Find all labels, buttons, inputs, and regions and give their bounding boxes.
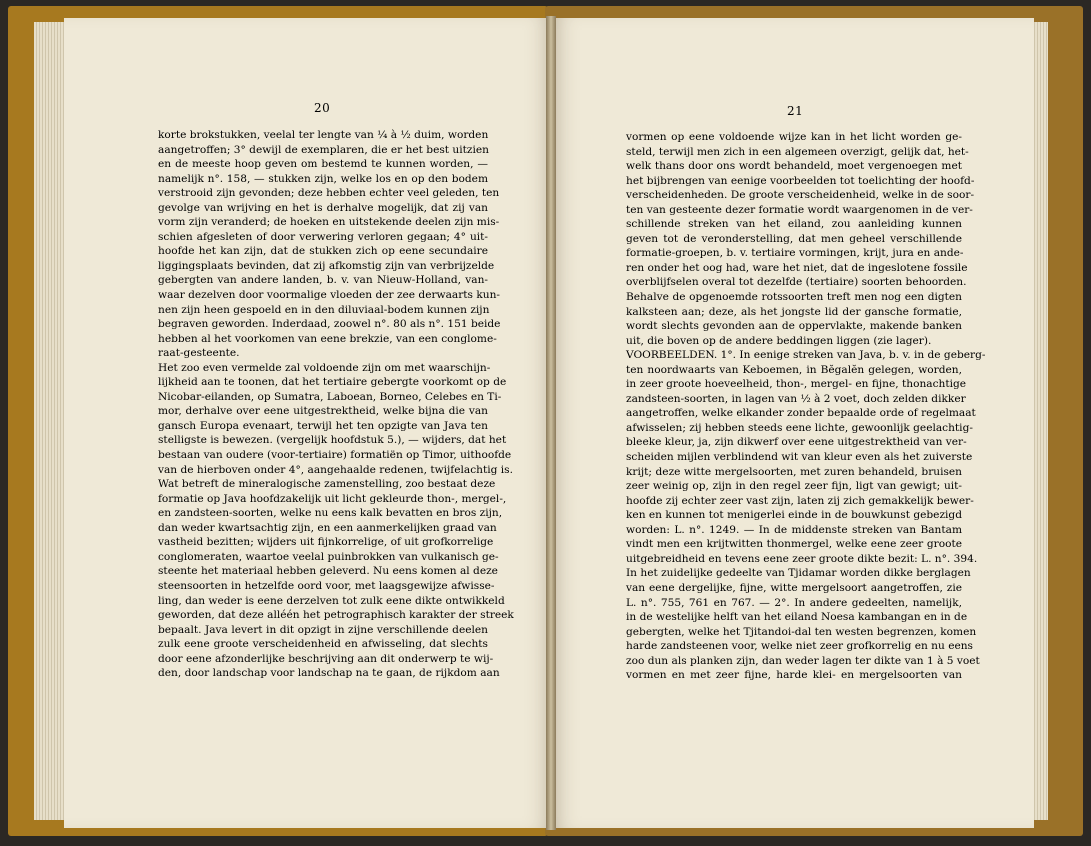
text-line: door eene afzonderlijke beschrijving aan dit onderwerp te wij-: [158, 652, 494, 665]
text-line: in de westelijke helft van het eiland Noesa kambangan en in de: [626, 611, 968, 624]
text-line: korte brokstukken, veelal ter lengte van ¼ à ½ duim, worden: [158, 129, 489, 141]
right-page-text: [626, 130, 986, 683]
text-line: schien afgesleten of door verwering verloren gegaan; 4° uit-: [158, 230, 488, 243]
text-line: bestaan van oudere (voor-tertiaire) formatiën op Timor, uithoofde: [158, 449, 512, 462]
text-line: namelijk n°. 158, — stukken zijn, welke los en op den bodem: [158, 172, 488, 185]
text-line: ken en kunnen tot menigerlei einde in de bouwkunst gebezigd: [626, 509, 962, 522]
text-line: kalksteen aan; deze, als het jongste lid der gansche formatie,: [626, 305, 962, 318]
text-line: geven tot de veronderstelling, dat men geheel verschillende: [626, 232, 962, 245]
text-line: stelligste is bewezen. (vergelijk hoofdstuk 5.), — wijders, dat het: [158, 434, 507, 447]
text-line: hoofde het kan zijn, dat de stukken zich op eene secundaire: [158, 245, 488, 258]
text-line: aangetroffen; 3° dewijl de exemplaren, die er het best uitzien: [158, 143, 489, 156]
text-line: en de meeste hoop geven om bestemd te kunnen worden, —: [158, 158, 488, 171]
text-line: overblijfselen overal tot dezelfde (tertiaire) soorten behoorden.: [626, 276, 967, 289]
text-line: gebergten, welke het Tjitandoi-dal ten westen begrenzen, komen: [626, 625, 977, 638]
text-line: vorm zijn veranderd; de hoeken en uitstekende deelen zijn mis-: [158, 216, 500, 229]
text-line: welk thans door ons wordt behandeld, moet vergenoegen met: [626, 160, 962, 173]
text-line: Behalve de opgenoemde rotssoorten treft men nog een digten: [626, 291, 962, 304]
text-line: en zandsteen-soorten, welke nu eens kalk bevatten en bros zijn,: [158, 507, 503, 520]
text-line: van eene dergelijke, fijne, witte mergelsoort aangetroffen, zie: [626, 581, 962, 594]
text-line: Wat betreft de mineralogische zamenstelling, zoo bestaat deze: [158, 478, 496, 491]
text-line: formatie-groepen, b. v. tertiaire vormingen, krijt, jura en ande-: [626, 247, 964, 260]
text-line: vastheid bezitten; wijders uit fijnkorrelige, of uit grofkorrelige: [158, 536, 494, 549]
text-line: worden: L. n°. 1249. — In de middenste streken van Bantam: [626, 523, 962, 536]
left-page-text: [158, 128, 514, 681]
text-line: vormen en met zeer fijne, harde klei- en mergelsoorten van: [626, 669, 962, 682]
text-line: waar dezelven door voormalige vloeden der zee derwaarts kun-: [158, 289, 501, 302]
text-line: ten van gesteente dezer formatie wordt waargenomen in de ver-: [626, 203, 973, 216]
book-gutter: [546, 16, 556, 830]
text-line: ling, dan weder is eene derzelven tot zulk eene dikte ontwikkeld: [158, 594, 505, 607]
text-line: dan weder kwartsachtig zijn, en een aanmerkelijken graad van: [158, 521, 497, 534]
text-line: steente het materiaal hebben geleverd. Nu eens komen al deze: [158, 565, 498, 578]
text-line: nen zijn heen gespoeld en in den diluviaal-bodem kunnen zijn: [158, 303, 490, 316]
text-line: formatie op Java hoofdzakelijk uit licht gekleurde thon-, mergel-,: [158, 492, 507, 505]
text-line: schillende streken van het eiland, zou aanleiding kunnen: [626, 218, 962, 231]
text-line: krijt; deze witte mergelsoorten, met zuren behandeld, bruisen: [626, 465, 962, 478]
text-line: geworden, dat deze alléén het petrographisch karakter der streek: [158, 609, 514, 622]
text-line: afwisselen; zij hebben steeds eene lichte, gewoonlijk geelachtig-: [626, 421, 973, 434]
text-line: bepaalt. Java levert in dit opzigt in zijne verschillende deelen: [158, 623, 488, 636]
text-line: gansch Europa evenaart, terwijl het ten opzigte van Java ten: [158, 419, 488, 432]
text-line: zeer weinig op, zijn in den regel zeer fijn, ligt van gewigt; uit-: [626, 480, 962, 493]
left-page-number: 20: [314, 101, 331, 115]
text-line: scheiden mijlen verblindend wit van kleur even als het zuiverste: [626, 451, 973, 464]
text-line: uit, die boven op de andere beddingen liggen (zie lager).: [626, 334, 932, 347]
text-line: Het zoo even vermelde zal voldoende zijn om met waarschijn-: [158, 361, 491, 374]
text-line: steld, terwijl men zich in een algemeen overzigt, gelijk dat, het-: [626, 145, 969, 158]
text-line: gebergten van andere landen, b. v. van Nieuw-Holland, van-: [158, 274, 488, 287]
text-line: In het zuidelijke gedeelte van Tjidamar worden dikke berglagen: [626, 567, 971, 580]
text-line: harde zandsteenen voor, welke niet zeer grofkorrelig en nu eens: [626, 640, 973, 653]
text-line: wordt slechts gevonden aan de oppervlakte, makende banken: [626, 320, 962, 333]
text-line: aangetroffen, welke elkander zonder bepaalde orde of regelmaat: [626, 407, 976, 420]
text-line: gevolge van wrijving en het is derhalve mogelijk, dat zij van: [158, 201, 488, 214]
text-line: begraven geworden. Inderdaad, zoowel n°. 80 als n°. 151 beide: [158, 318, 501, 331]
text-line: bleeke kleur, ja, zijn dikwerf over eene uitgestrektheid van ver-: [626, 436, 967, 449]
text-line: uitgebreidheid en tevens eene zeer groote dikte bezit: L. n°. 394.: [626, 552, 978, 565]
text-line: liggingsplaats bevinden, dat zij afkomstig zijn van verbrijzelde: [158, 259, 495, 272]
text-line: vindt men een krijtwitten thonmergel, welke eene zeer groote: [626, 538, 962, 551]
page-stack-right: [1034, 22, 1048, 820]
text-line: steensoorten in hetzelfde oord voor, met laagsgewijze afwisse-: [158, 579, 495, 592]
text-line: ren onder het oog had, ware het niet, dat de ingeslotene fossile: [626, 261, 968, 274]
text-line: hoofde zij echter zeer vast zijn, laten zij zich gemakkelijk bewer-: [626, 494, 974, 507]
text-line: hebben al het voorkomen van eene brekzie, van een conglome-: [158, 332, 497, 345]
text-line: in zeer groote hoeveelheid, thon-, mergel- en fijne, thonachtige: [626, 378, 967, 391]
text-line: raat-gesteente.: [158, 347, 240, 360]
text-line: verscheidenheden. De groote verscheidenheid, welke in de soor-: [626, 189, 975, 202]
text-line: VOORBEELDEN. 1°. In eenige streken van Java, b. v. in de geberg-: [626, 349, 986, 362]
page-stack-left: [34, 22, 64, 820]
text-line: zoo dun als planken zijn, dan weder lagen ter dikte van 1 à 5 voet: [626, 654, 980, 667]
text-line: lijkheid aan te toonen, dat het tertiaire gebergte voorkomt op de: [158, 376, 507, 389]
text-line: mor, derhalve over eene uitgestrektheid, welke bijna die van: [158, 405, 488, 418]
text-line: vormen op eene voldoende wijze kan in het licht worden ge-: [626, 131, 962, 143]
text-line: verstrooid zijn gevonden; deze hebben echter veel geleden, ten: [158, 187, 500, 200]
text-line: Nicobar-eilanden, op Sumatra, Laboean, Borneo, Celebes en Ti-: [158, 390, 502, 403]
text-line: ten noordwaarts van Keboemen, in Bĕgalĕn gelegen, worden,: [626, 363, 962, 376]
text-line: zandsteen-soorten, in lagen van ½ à 2 voet, doch zelden dikker: [626, 392, 966, 405]
text-line: den, door landschap voor landschap na te gaan, de rijkdom aan: [158, 667, 500, 680]
text-line: het bijbrengen van eenige voorbeelden tot toelichting der hoofd-: [626, 174, 975, 187]
text-line: zulk eene groote verscheidenheid en afwisseling, dat slechts: [158, 638, 488, 651]
text-line: conglomeraten, waartoe veelal puinbrokken van vulkanisch ge-: [158, 550, 499, 563]
right-page-number: 21: [787, 104, 804, 118]
text-line: van de hierboven onder 4°, aangehaalde redenen, twijfelachtig is.: [158, 463, 513, 476]
text-line: L. n°. 755, 761 en 767. — 2°. In andere gedeelten, namelijk,: [626, 596, 962, 609]
